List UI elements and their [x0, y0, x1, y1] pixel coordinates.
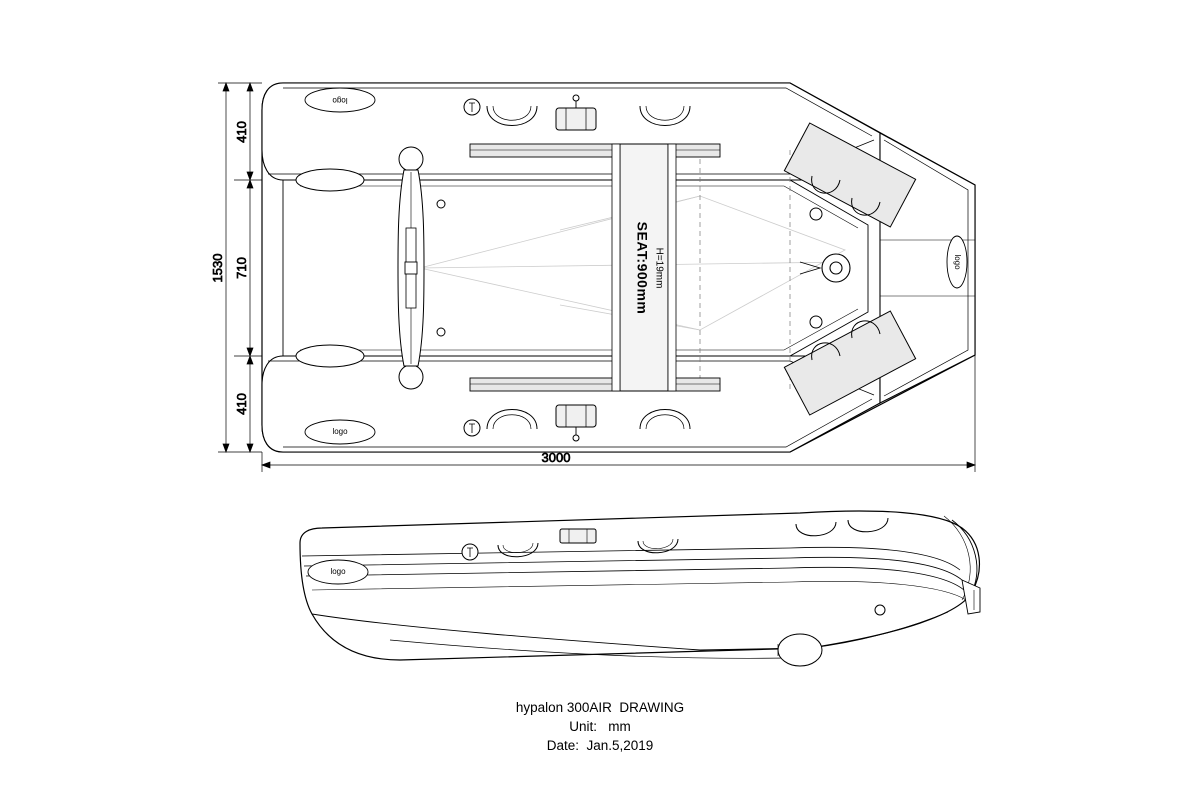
side-view-outline — [300, 511, 979, 660]
side-view — [300, 511, 980, 666]
dim-inner-width: 710 — [234, 257, 249, 279]
top-view-seat — [612, 144, 676, 391]
title-block — [0, 698, 1200, 755]
logo-oval-bottom-left — [305, 420, 375, 444]
logo-label: logo — [952, 254, 962, 270]
top-view-rub-rail-starboard — [470, 378, 720, 391]
logo-oval-side — [308, 560, 368, 584]
drawing-title: hypalon 300AIR DRAWING — [515, 700, 685, 715]
seat-height-label: H=19mm — [653, 247, 665, 289]
dim-overall-length: 3000 — [541, 450, 571, 465]
logo-label: logo — [330, 567, 346, 577]
dim-tube-top: 410 — [234, 121, 249, 143]
top-view — [262, 83, 975, 452]
side-view-transom — [778, 634, 822, 666]
top-view-rub-rail-port — [470, 144, 720, 157]
logo-label: logo — [332, 427, 348, 437]
drawing-date: Date: Jan.5,2019 — [546, 738, 654, 753]
top-view-floor — [283, 180, 868, 356]
seat-label: SEAT:900mm — [634, 221, 651, 315]
dim-tube-bottom: 410 — [234, 393, 249, 415]
logo-label: logo — [332, 95, 348, 105]
drawing-unit: Unit: mm — [569, 719, 631, 734]
logo-oval-bow — [947, 236, 967, 288]
top-view-oar — [398, 147, 424, 389]
logo-oval-top-left — [305, 88, 375, 112]
dim-overall-width: 1530 — [210, 253, 225, 283]
